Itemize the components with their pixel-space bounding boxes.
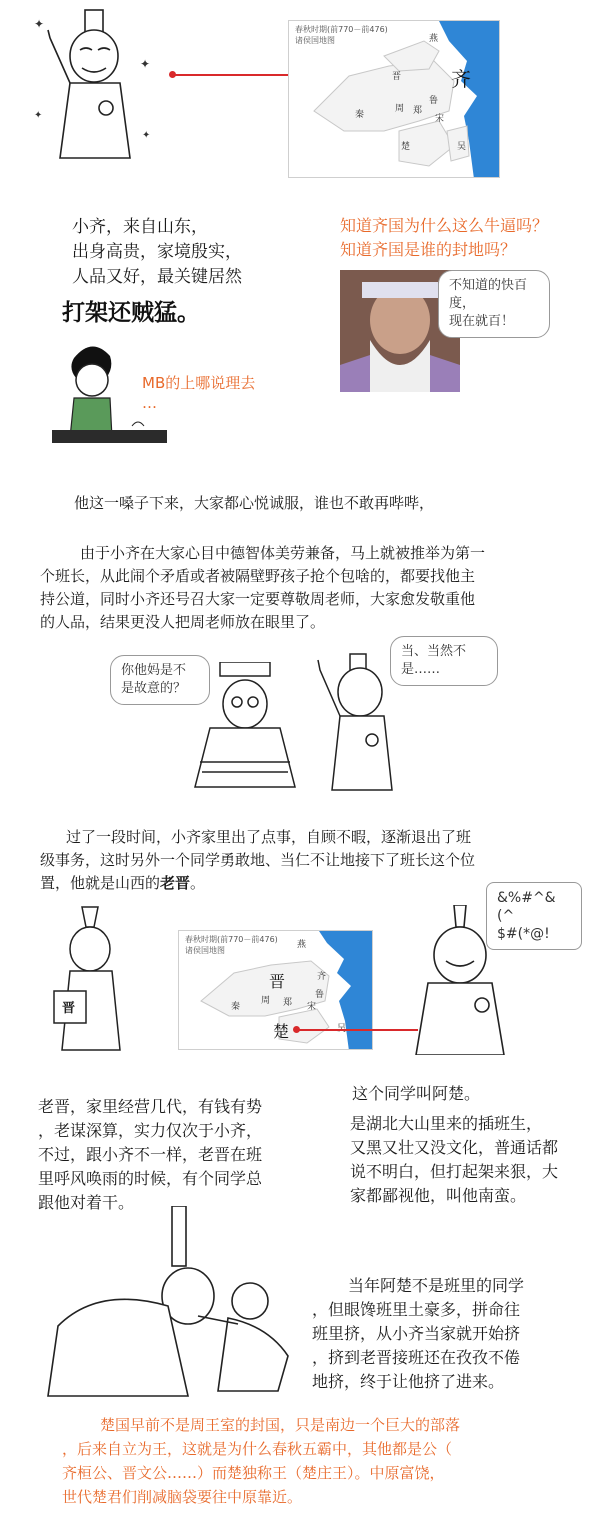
map-label-zheng: 郑 <box>413 106 423 116</box>
chu-footnote-line3: 齐桓公、晋文公……）而楚独称王（楚庄王）。中原富饶， <box>62 1464 445 1482</box>
map-label-chu: 楚 <box>401 142 411 152</box>
map2-label-qi: 齐 <box>317 972 327 982</box>
spring-autumn-map <box>288 20 500 178</box>
svg-text:✦: ✦ <box>140 57 151 71</box>
narrator-aside <box>142 373 255 413</box>
svg-text:✦: ✦ <box>142 130 151 141</box>
map-label-qin: 秦 <box>355 110 365 120</box>
chu-footnote-line2: ，后来自立为王，这就是为什么春秋五霸中，其他都是公（ <box>62 1440 453 1458</box>
svg-text:✦: ✦ <box>34 17 45 31</box>
map-label-lu: 鲁 <box>429 96 439 106</box>
map-title-2: 诸侯国地图 <box>295 36 335 45</box>
laojin-name-bold: 老晋 <box>160 874 191 892</box>
paragraph-2-line3: 持公道，同时小齐还号召大家一定要尊敬周老师，大家愈发敬重他 <box>40 590 476 608</box>
spring-autumn-map-2 <box>178 930 373 1050</box>
teacher-zhou-speech-line2: 是故意的？ <box>121 681 187 696</box>
chu-footnote-line4: 世代楚君们削减脑袋要往中原靠近。 <box>62 1488 303 1506</box>
laojin-description <box>38 1095 308 1215</box>
achu-curse-bubble <box>486 882 582 950</box>
map2-label-zhou: 周 <box>261 996 271 1006</box>
achu-desc-line1: 是湖北大山里来的插班生， <box>350 1114 543 1133</box>
chu-footnote-line1: 楚国早前不是周王室的封国，只是南边一个巨大的部落 <box>100 1416 461 1434</box>
xiaoqi-intro-line2: 出身高贵，家境殷实， <box>72 242 242 262</box>
laojin-desc-line2: ，老谋深算，实力仅次于小齐， <box>38 1121 263 1140</box>
xiaoqi-speech-line1: 当、当然不 <box>401 644 467 659</box>
paragraph-4-line2: ，但眼馋班里土豪多，拼命往 <box>312 1300 521 1319</box>
teacher-zhou-illustration <box>180 662 310 792</box>
old-man-speech-line1: 不知道的快百度， <box>449 278 528 311</box>
map2-label-chu-large: 楚 <box>273 1022 290 1041</box>
old-man-speech-bubble <box>438 270 550 338</box>
paragraph-2-line1: 由于小齐在大家心目中德智体美劳兼备，马上就被推举为第一 <box>80 544 486 562</box>
qi-question-line2: 知道齐国是谁的封地吗？ <box>340 240 517 259</box>
narrator-aside-line1: MB的上哪说理去 <box>142 374 256 392</box>
map-label-song: 宋 <box>435 114 445 124</box>
paragraph-3-line3-prefix: 置，他就是山西的 <box>40 874 161 892</box>
paragraph-4-line3: 班里挤，从小齐当家就开始挤 <box>312 1324 521 1343</box>
achu-desc-line3: 说不明白，但打起架来狠，大 <box>350 1162 559 1181</box>
laojin-desc-line1: 老晋，家里经营几代，有钱有势 <box>38 1097 263 1116</box>
xiaoqi-intro-line3: 人品又好，最关键居然 <box>72 267 242 287</box>
map2-title-2: 诸侯国地图 <box>185 946 225 955</box>
map-label-zhou: 周 <box>395 104 405 114</box>
map2-label-jin-large: 晋 <box>269 972 286 991</box>
chu-footnote <box>62 1413 562 1509</box>
paragraph-4 <box>312 1274 592 1394</box>
map2-label-wu <box>337 1021 346 1034</box>
old-man-speech-line2: 现在就百！ <box>449 314 515 329</box>
paragraph-4-line4: ，挤到老晋接班还在孜孜不倦 <box>312 1348 521 1367</box>
achu-desc-line2: 又黑又壮又没文化，普通话都 <box>350 1138 559 1157</box>
achu-title: 这个同学叫阿楚。 <box>352 1084 481 1103</box>
laojin-scroll-char: 晋 <box>62 1001 76 1016</box>
xiaoqi-intro-line1: 小齐，来自山东， <box>72 217 208 237</box>
laojin-character-illustration <box>40 905 140 1055</box>
paragraph-4-line5: 地挤，终于让他挤了进来。 <box>312 1372 505 1391</box>
map-label-wu: 吴 <box>457 142 467 152</box>
svg-text:✦: ✦ <box>34 110 43 121</box>
pointer-dot-left <box>169 71 176 78</box>
map-label-jin: 晋 <box>392 72 402 82</box>
qi-question-line1: 知道齐国为什么这么牛逼吗？ <box>340 216 549 235</box>
laojin-desc-line5: 跟他对着干。 <box>38 1193 135 1212</box>
xiaoqi-intro-emphasis: 打架还贼猛。 <box>62 300 200 326</box>
pointer-dot-2 <box>293 1026 300 1033</box>
map2-label-zheng: 郑 <box>283 998 293 1008</box>
qi-question <box>340 214 595 262</box>
paragraph-3-line2: 级事务，这时另外一个同学勇敢地、当仁不让地接下了班长这个位 <box>40 851 476 869</box>
paragraph-1: 他这一嗓子下来，大家都心悦诚服，谁也不敢再哔哔， <box>74 494 435 512</box>
xiaoqi-speech-line2: 是…… <box>401 662 441 677</box>
xiaoqi-character-illustration <box>30 8 160 168</box>
xiaoqi-speech-bubble <box>390 636 498 686</box>
paragraph-3-line3-suffix: 。 <box>190 874 206 892</box>
achu-description <box>350 1112 595 1208</box>
paragraph-2 <box>40 542 580 634</box>
paragraph-3-line1: 过了一段时间，小齐家里出了点事，自顾不暇，逐渐退出了班 <box>66 828 472 846</box>
achu-curse-line2: $#(*@! <box>497 926 550 942</box>
laojin-desc-line4: 里呼风唤雨的时候，有个同学总 <box>38 1169 263 1188</box>
teacher-zhou-speech-line1: 你他妈是不 <box>121 663 187 678</box>
narrator-aside-line2: … <box>142 394 157 412</box>
achu-squeezing-illustration <box>38 1206 300 1401</box>
laojin-desc-line3: 不过，跟小齐不一样，老晋在班 <box>38 1145 263 1164</box>
achu-curse-line1: &%#^&(^ <box>497 890 556 924</box>
paragraph-2-line2: 个班长，从此闹个矛盾或者被隔壁野孩子抢个包啥的，都要找他主 <box>40 567 476 585</box>
achu-desc-line4: 家都鄙视他，叫他南蛮。 <box>350 1186 527 1205</box>
xiaoqi-intro <box>72 215 292 290</box>
map2-label-yan: 燕 <box>297 940 307 950</box>
map-title-1: 春秋时期(前770－前476) <box>295 25 388 34</box>
map2-label-song: 宋 <box>307 1002 317 1012</box>
paragraph-2-line4: 的人品，结果更没人把周老师放在眼里了。 <box>40 613 326 631</box>
map-label-qi-large: 齐 <box>451 67 471 91</box>
map2-label-lu: 鲁 <box>315 990 325 1000</box>
paragraph-4-line1: 当年阿楚不是班里的同学 <box>348 1276 525 1295</box>
map2-label-qin: 秦 <box>231 1002 241 1012</box>
map2-title-1: 春秋时期(前770－前476) <box>185 935 278 944</box>
map-label-yan: 燕 <box>429 34 439 44</box>
